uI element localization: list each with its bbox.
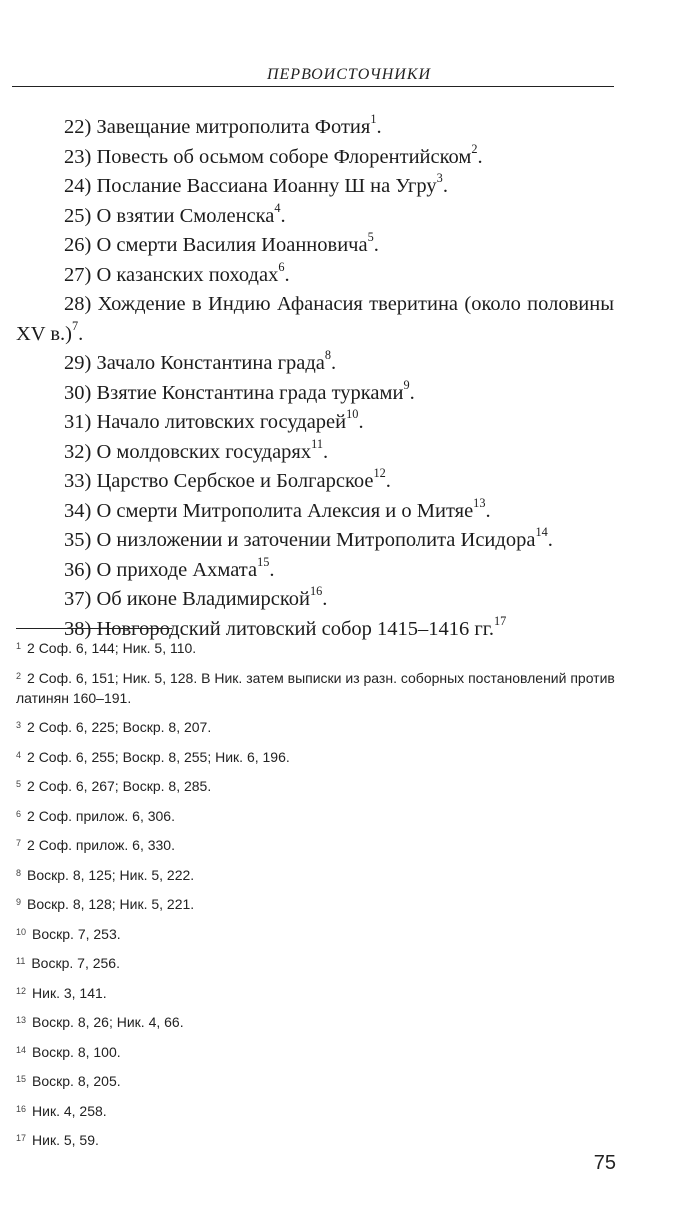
footnote: $^3$ 2 Соф. 6, 225; Воскр. 8, 207. [16, 719, 212, 735]
page-number: 75 [593, 1152, 616, 1174]
list-item: 22) Завещание митрополита Фотия$^1$. [64, 112, 382, 138]
running-header: ПЕРВОИСТОЧНИКИ [266, 66, 432, 83]
footnote-number: 1 [16, 641, 22, 651]
footnote-number: 11 [16, 956, 26, 966]
list-item: 27) О казанских походах$^6$. [64, 259, 290, 286]
footnote-ref: 1 [370, 112, 377, 127]
footnote: $^7$ 2 Соф. прилож. 6, 330. [16, 837, 175, 853]
footnote-rule [16, 628, 172, 629]
footnote-ref: 16 [309, 584, 323, 599]
footnote-number: 6 [16, 808, 22, 819]
list-item: 31) Начало литовских государей$^{10}$. [64, 407, 364, 433]
footnote-number: 5 [16, 779, 22, 789]
footnote-ref: 2 [471, 141, 478, 156]
footnote-number: 12 [16, 985, 27, 996]
list-item: 35) О низложении и заточении Митрополита Исидора$^{14}$. [64, 525, 553, 551]
footnote-number: 14 [16, 1044, 27, 1055]
footnote-number: 17 [16, 1133, 27, 1143]
footnote: $^{10}$ Воскр. 7, 253. [16, 925, 121, 942]
footnote: $^{15}$ Воскр. 8, 205. [16, 1073, 121, 1089]
footnote-number: 16 [16, 1103, 27, 1114]
footnote-ref: 5 [367, 230, 374, 245]
footnote-ref: 17 [494, 613, 507, 628]
footnote-number: 15 [16, 1074, 27, 1084]
list-item: 33) Царство Сербское и Болгарское$^{12}$. [64, 466, 391, 492]
footnote-ref: 4 [274, 200, 281, 215]
footnote-number: 8 [16, 867, 22, 878]
footnote-ref: 14 [535, 525, 548, 540]
header-rule [12, 86, 614, 87]
list-item: 36) О приходе Ахмата$^{15}$. [64, 554, 275, 581]
footnote-ref: 7 [72, 318, 79, 333]
body-text [16, 113, 614, 644]
footnote-number: 7 [16, 838, 22, 848]
footnote-ref: 13 [473, 495, 486, 510]
footnote-ref: 15 [257, 554, 270, 569]
list-item: 23) Повесть об осьмом соборе Флорентийском$^2$. [64, 141, 483, 168]
footnote-number: 9 [16, 897, 22, 907]
list-item: 28) Хождение в Индию Афанасия тверитина (около половины XV в.)$^7$. [16, 293, 614, 345]
footnote: $^5$ 2 Соф. 6, 267; Воскр. 8, 285. [16, 778, 212, 794]
footnote: $^4$ 2 Соф. 6, 255; Воскр. 8, 255; Ник. 6, 196. [16, 748, 290, 765]
footnote-ref: 11 [311, 436, 323, 451]
footnote-number: 4 [16, 749, 22, 760]
list-item: 38) Новгородский литовский собор 1415–1416 гг.$^{17}$ [64, 613, 507, 640]
footnotes [16, 636, 616, 1158]
list-item: 29) Зачало Константина града$^8$. [64, 348, 337, 374]
list-item: 34) О смерти Митрополита Алексия и о Митяе$^{13}$. [64, 495, 491, 522]
list-item: 32) О молдовских государях$^{11}$. [64, 436, 329, 463]
list-item: 26) О смерти Василия Иоанновича$^5$. [64, 230, 379, 256]
footnote-number: 13 [16, 1015, 27, 1025]
list-item: 30) Взятие Константина града турками$^9$. [64, 377, 415, 404]
footnote-number: 2 [16, 670, 22, 681]
footnote: $^1$ 2 Соф. 6, 144; Ник. 5, 110. [16, 640, 197, 656]
footnote: $^{11}$ Воскр. 7, 256. [16, 955, 120, 971]
footnote: $^{14}$ Воскр. 8, 100. [16, 1043, 121, 1060]
footnote-ref: 6 [278, 259, 285, 274]
list-item: 24) Послание Вассиана Иоанну Ш на Угру$^3$. [64, 171, 448, 197]
footnote: $^9$ Воскр. 8, 128; Ник. 5, 221. [16, 896, 195, 912]
footnote-ref: 12 [373, 466, 386, 481]
list-item: 25) О взятии Смоленска$^4$. [64, 200, 286, 227]
footnote: $^{17}$ Ник. 5, 59. [16, 1132, 99, 1148]
footnote-ref: 3 [436, 171, 443, 186]
footnote: $^{13}$ Воскр. 8, 26; Ник. 4, 66. [16, 1014, 184, 1030]
footnote: $^{16}$ Ник. 4, 258. [16, 1102, 107, 1119]
footnote-ref: 10 [346, 407, 359, 422]
footnote: $^{12}$ Ник. 3, 141. [16, 984, 107, 1001]
footnote-ref: 9 [403, 377, 410, 392]
footnote: $^2$ 2 Соф. 6, 151; Ник. 5, 128. В Ник. затем выписки из разн. соборных постановлений против латинян 160–191. [16, 669, 615, 706]
list-item: 37) Об иконе Владимирской$^{16}$. [64, 584, 328, 610]
footnote-number: 3 [16, 720, 22, 730]
footnote-ref: 8 [324, 348, 332, 363]
footnote: $^6$ 2 Соф. прилож. 6, 306. [16, 807, 175, 824]
footnote-number: 10 [16, 926, 27, 937]
footnote: $^8$ Воскр. 8, 125; Ник. 5, 222. [16, 866, 195, 883]
